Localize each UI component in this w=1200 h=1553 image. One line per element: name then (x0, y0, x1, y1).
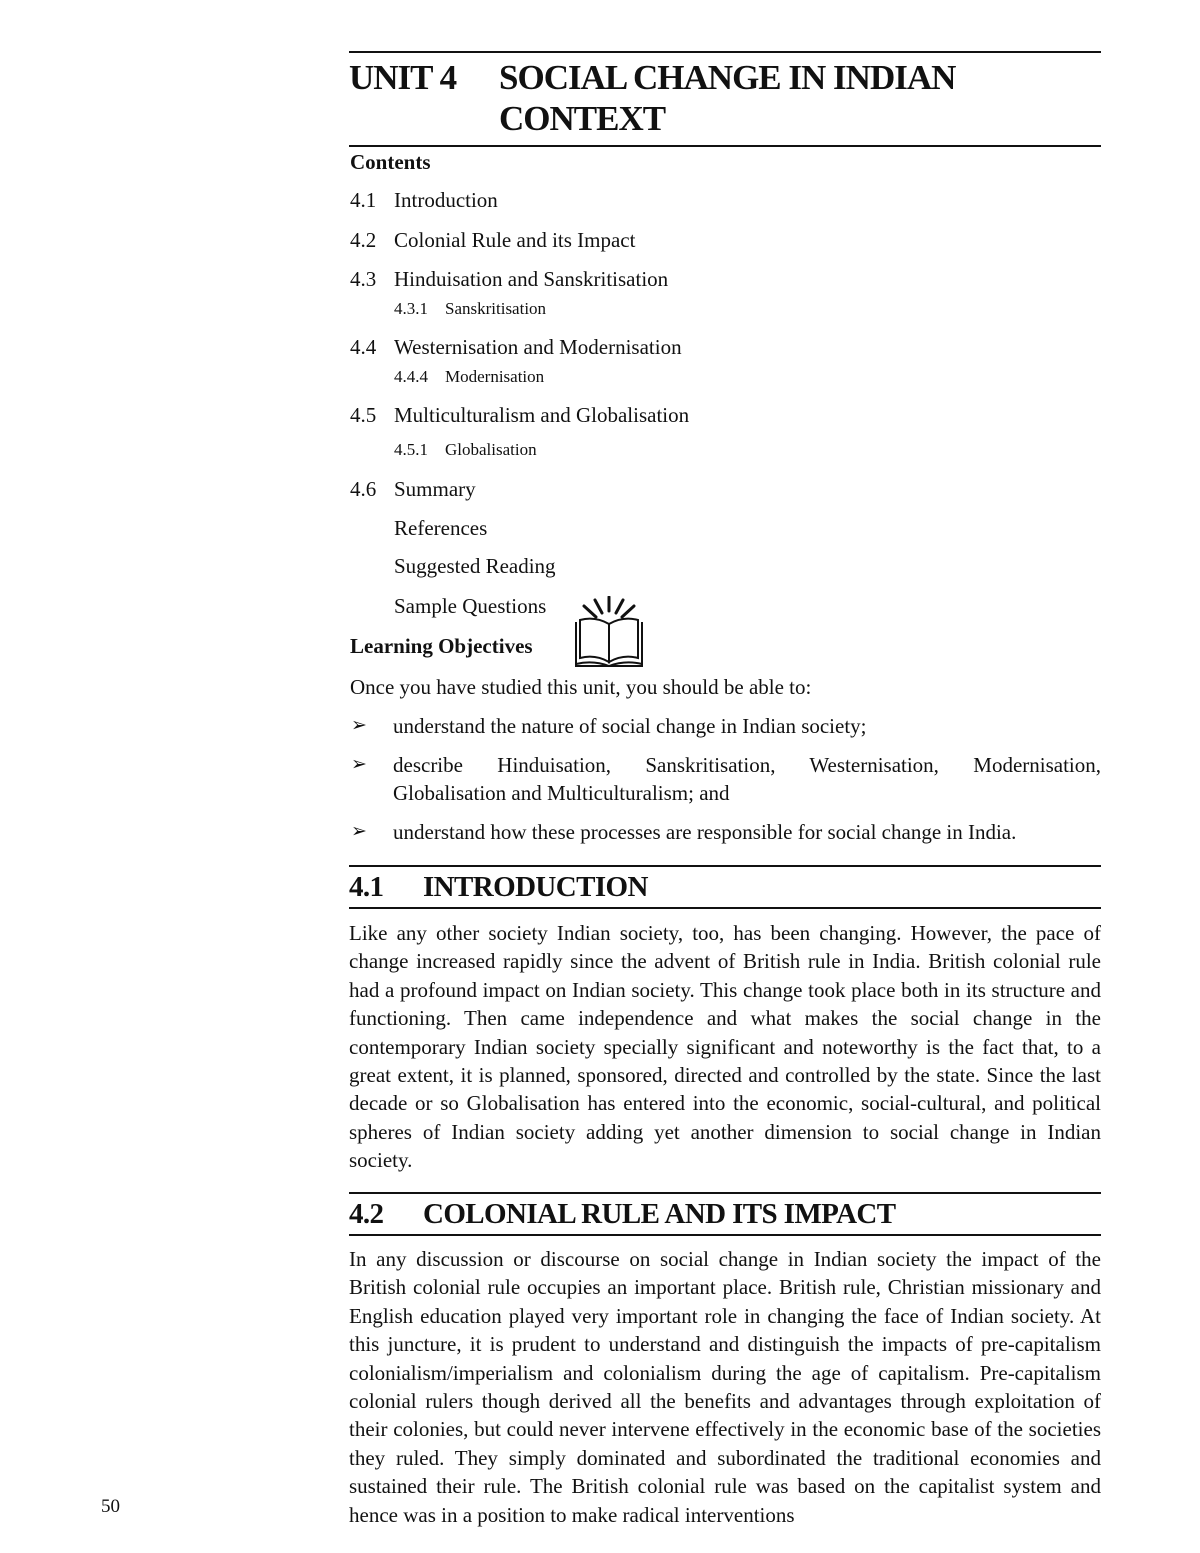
toc-number: 4.1 (350, 188, 377, 212)
toc-label: Summary (394, 477, 476, 501)
unit-title (349, 53, 1101, 145)
learning-objectives-heading: Learning Objectives (350, 634, 533, 658)
toc-label: Suggested Reading (394, 554, 556, 578)
introduction-paragraph: Like any other society Indian society, too, has been changing. However, the pace of change increased rapidly since the advent of British rule in India. British colonial rule had a profound impact on Indian society. This change took place both in its structure and functioning. Then came independence and what makes the social change in the contemporary Indian society specially significant and noteworthy is the fact that, to a great extent, it is planned, sponsored, directed and controlled by the state. Since the last decade or so Globalisation has entered into the economic, social-cultural, and political spheres of Indian society adding yet another dimension to social change in Indian society. (349, 921, 1101, 1173)
toc-label: Westernisation and Modernisation (394, 335, 682, 359)
objective-text: describe Hinduisation, Sanskritisation, Westernisation, Modernisation, Globalisation and Multiculturalism; and (393, 753, 1101, 805)
colonial-rule-paragraph: In any discussion or discourse on social change in Indian society the impact of the British colonial rule occupies an important place. British rule, Christian missionary and English education played very important role in changing the face of Indian society. At this juncture, it is prudent to understand and distinguish the impacts of pre-capitalism colonialism/imperialism and colonialism during the age of capitalism. Pre-capitalism colonial rulers though derived all the benefits and advantages through exploitation of their colonies, but could never intervene effectively in the economic base of the societies they ruled. They simply dominated and subordinated the traditional economies and sustained their rule. The British colonial rule was based on the capitalist system and hence was in a position to make radical interventions (349, 1247, 1101, 1527)
objective-bullet (349, 751, 1101, 807)
section-heading-colonial-rule (349, 1192, 1101, 1236)
contents-heading: Contents (350, 150, 431, 174)
arrow-bullet-icon: ➢ (351, 715, 367, 736)
toc-item[interactable] (350, 335, 682, 360)
toc-number: 4.4 (350, 335, 377, 359)
section-title (349, 1194, 1101, 1234)
toc-number: 4.5.1 (394, 440, 428, 459)
toc-number: 4.5 (350, 403, 377, 427)
section-bottom-rule (349, 1234, 1101, 1236)
unit-name (499, 57, 1101, 139)
toc-number: 4.2 (350, 228, 377, 252)
section-name: COLONIAL RULE AND ITS IMPACT (423, 1198, 896, 1230)
objective-bullet (349, 818, 1101, 846)
arrow-bullet-icon: ➢ (351, 821, 367, 842)
toc-item[interactable] (394, 594, 546, 619)
section-number: 4.1 (349, 871, 384, 903)
open-book-icon (571, 596, 647, 670)
toc-label: Colonial Rule and its Impact (394, 228, 636, 252)
objective-text: understand the nature of social change in Indian society; (393, 714, 867, 738)
section-bottom-rule (349, 907, 1101, 909)
arrow-bullet-icon: ➢ (351, 754, 367, 775)
unit-header (349, 51, 1101, 147)
toc-item[interactable] (350, 228, 635, 253)
toc-number: 4.3 (350, 267, 377, 291)
unit-title-line-1: SOCIAL CHANGE IN INDIAN (499, 58, 956, 97)
toc-label: Introduction (394, 188, 498, 212)
section-heading-introduction (349, 865, 1101, 909)
objective-text: understand how these processes are responsible for social change in India. (393, 820, 1017, 844)
toc-item[interactable] (350, 188, 498, 213)
toc-number: 4.4.4 (394, 367, 428, 386)
toc-subitem[interactable] (394, 367, 544, 387)
bottom-rule (349, 145, 1101, 147)
toc-number: 4.3.1 (394, 299, 428, 318)
section-name: INTRODUCTION (423, 871, 648, 903)
toc-label: Modernisation (445, 367, 545, 386)
toc-subitem[interactable] (394, 440, 537, 460)
toc-item[interactable] (394, 554, 556, 579)
toc-label: References (394, 516, 488, 540)
toc-item[interactable] (350, 477, 476, 502)
toc-label: Sample Questions (394, 594, 547, 618)
section-number: 4.2 (349, 1198, 384, 1230)
toc-label: Sanskritisation (445, 299, 547, 318)
objective-bullet (349, 712, 1101, 740)
section-title (349, 867, 1101, 907)
toc-item[interactable] (394, 516, 487, 541)
toc-item[interactable] (350, 403, 689, 428)
toc-label: Globalisation (445, 440, 537, 459)
toc-number: 4.6 (350, 477, 377, 501)
unit-number: UNIT 4 (349, 58, 457, 97)
page-number: 50 (101, 1496, 120, 1517)
toc-subitem[interactable] (394, 299, 546, 319)
toc-label: Multiculturalism and Globalisation (394, 403, 690, 427)
toc-label: Hinduisation and Sanskritisation (394, 267, 669, 291)
toc-item[interactable] (350, 267, 668, 292)
objectives-intro: Once you have studied this unit, you should be able to: (350, 675, 812, 699)
unit-title-line-2: CONTEXT (499, 99, 666, 138)
